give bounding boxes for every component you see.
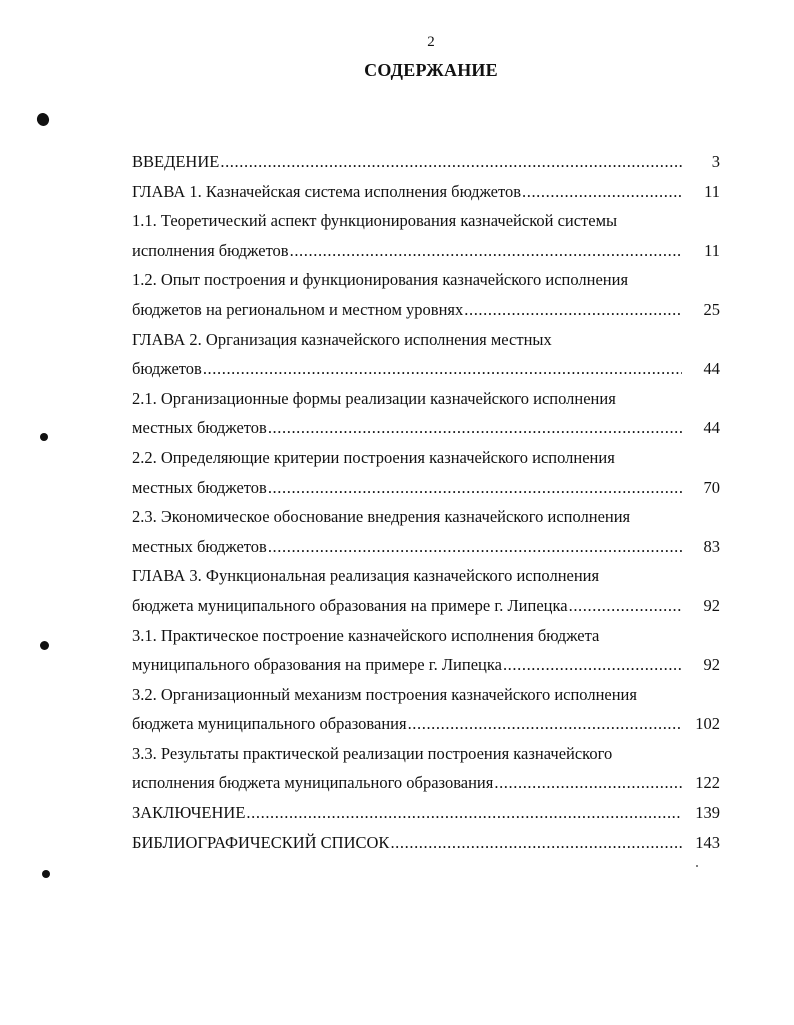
toc-entry-text: бюджетов на региональном и местном уровнях: [132, 299, 464, 319]
toc-entry-line: [132, 384, 720, 414]
toc-entry-text: 2.2. Определяющие критерии построения казначейского исполнения: [132, 447, 615, 467]
toc-page-number: 143: [695, 832, 720, 852]
toc-page-number: 83: [703, 536, 720, 556]
toc-entry-text: местных бюджетов: [132, 477, 267, 497]
toc-leader-dots: [390, 828, 682, 858]
ink-blot-mark: [35, 111, 51, 127]
page-title: СОДЕРЖАНИЕ: [364, 60, 498, 80]
toc-entry-text: 3.1. Практическое построение казначейского исполнения бюджета: [132, 625, 600, 645]
toc-entry-line: [132, 828, 720, 858]
toc-leader-dots: [503, 650, 682, 680]
toc-entry-text: ЗАКЛЮЧЕНИЕ: [132, 803, 246, 823]
toc-entry-line: [132, 739, 720, 769]
toc-entry-text: местных бюджетов: [132, 418, 267, 438]
toc-entry-line: [132, 532, 720, 562]
toc-entry-line: [132, 561, 720, 591]
toc-page-number: 70: [703, 477, 720, 497]
toc-entry-line: [132, 709, 720, 739]
toc-entry-text: 2.1. Организационные формы реализации казначейского исполнения: [132, 388, 616, 408]
toc-page-number: 92: [703, 655, 720, 675]
toc-entry-line: [132, 798, 720, 828]
toc-page-number: 11: [704, 240, 720, 260]
toc-entry-line: [132, 443, 720, 473]
toc-entry-text: ГЛАВА 2. Организация казначейского исполнения местных: [132, 329, 552, 349]
toc-entry-line: [132, 680, 720, 710]
toc-entry-text: исполнения бюджета муниципального образования: [132, 773, 494, 793]
toc-entry-text: 1.1. Теоретический аспект функционирования казначейской системы: [132, 211, 618, 231]
toc-entry-text: бюджетов: [132, 359, 202, 379]
toc-leader-dots: [246, 798, 682, 828]
toc-entry-text: ГЛАВА 1. Казначейская система исполнения бюджетов: [132, 181, 521, 201]
ink-speck: [696, 865, 698, 867]
toc-entry-text: местных бюджетов: [132, 536, 267, 556]
table-of-contents: [132, 147, 720, 857]
toc-page-number: 44: [703, 359, 720, 379]
toc-entry-line: [132, 502, 720, 532]
toc-page-number: 25: [703, 299, 720, 319]
toc-entry-line: [132, 650, 720, 680]
toc-page-number: 122: [695, 773, 720, 793]
ink-blot-mark: [40, 433, 48, 441]
toc-entry-line: [132, 768, 720, 798]
page-number: 2: [427, 34, 435, 50]
toc-page-number: 139: [695, 803, 720, 823]
toc-entry-text: 2.3. Экономическое обоснование внедрения казначейского исполнения: [132, 507, 631, 527]
toc-entry-text: БИБЛИОГРАФИЧЕСКИЙ СПИСОК: [132, 832, 390, 852]
toc-entry-line: [132, 236, 720, 266]
toc-entry-text: ВВЕДЕНИЕ: [132, 152, 220, 171]
toc-entry-text: муниципального образования на примере г. Липецка: [132, 655, 502, 675]
toc-leader-dots: [268, 413, 682, 443]
toc-leader-dots: [268, 532, 682, 562]
toc-leader-dots: [290, 236, 682, 266]
toc-leader-dots: [569, 591, 682, 621]
toc-entry-line: [132, 325, 720, 355]
toc-entry-line: [132, 295, 720, 325]
toc-leader-dots: [220, 147, 682, 177]
toc-entry-text: 3.2. Организационный механизм построения казначейского исполнения: [132, 684, 637, 704]
toc-page-number: 44: [703, 418, 720, 438]
toc-entry-text: бюджета муниципального образования: [132, 714, 407, 734]
toc-page-number: 102: [695, 714, 720, 734]
toc-entry-line: [132, 147, 720, 177]
toc-page-number: 11: [704, 181, 720, 201]
toc-leader-dots: [464, 295, 682, 325]
toc-entry-text: 3.3. Результаты практической реализации построения казначейского: [132, 743, 613, 763]
toc-entry-line: [132, 177, 720, 207]
toc-leader-dots: [203, 354, 682, 384]
ink-blot-mark: [42, 870, 50, 878]
toc-page-number: 92: [703, 595, 720, 615]
toc-leader-dots: [408, 709, 682, 739]
toc-entry-line: [132, 591, 720, 621]
toc-entry-line: [132, 473, 720, 503]
toc-entry-line: [132, 265, 720, 295]
ink-blot-mark: [40, 641, 49, 650]
toc-entry-line: [132, 206, 720, 236]
toc-leader-dots: [494, 768, 682, 798]
toc-entry-line: [132, 621, 720, 651]
toc-entry-line: [132, 413, 720, 443]
toc-entry-text: ГЛАВА 3. Функциональная реализация казначейского исполнения: [132, 566, 600, 586]
toc-page-number: 3: [711, 152, 720, 171]
toc-entry-line: [132, 354, 720, 384]
toc-entry-text: исполнения бюджетов: [132, 240, 289, 260]
toc-entry-text: 1.2. Опыт построения и функционирования казначейского исполнения: [132, 270, 629, 290]
toc-leader-dots: [268, 473, 682, 503]
toc-leader-dots: [522, 177, 682, 207]
toc-entry-text: бюджета муниципального образования на примере г. Липецка: [132, 595, 568, 615]
